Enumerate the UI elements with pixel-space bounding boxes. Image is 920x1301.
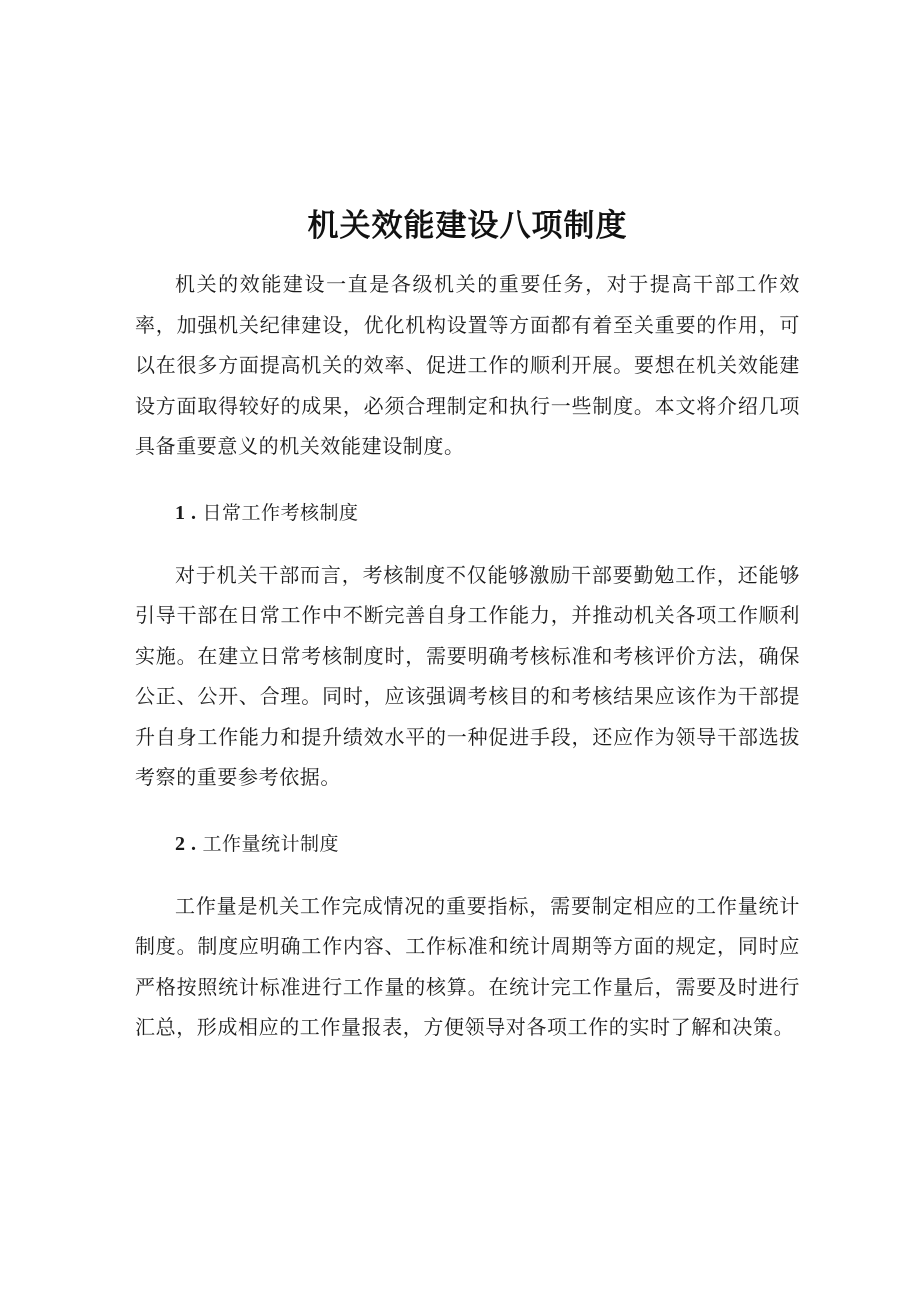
document-title: 机关效能建设八项制度 — [307, 208, 628, 244]
section-body-1: 对于机关干部而言，考核制度不仅能够激励干部要勤勉工作，还能够引导干部在日常工作中不断完善自身工作能力，并推动机关各项工作顺利实施。在建立日常考核制度时，需要明确考核标准和考核评价方法，确保公正、公开、合理。同时，应该强调考核目的和考核结果应该作为干部提升自身工作能力和提升绩效水平的一种促进手段，还应作为领导干部选拔考察的重要参考依据。 — [135, 562, 800, 789]
section-number-1: 1 . — [175, 501, 197, 524]
section-title-1: 日常工作考核制度 — [202, 501, 359, 524]
section-title-2: 工作量统计制度 — [202, 832, 340, 855]
section-number-2: 2 . — [175, 832, 197, 855]
document-page — [135, 200, 800, 1048]
section-heading-2 — [135, 830, 800, 857]
section-heading-1 — [135, 499, 800, 526]
section-body-2: 工作量是机关工作完成情况的重要指标，需要制定相应的工作量统计制度。制度应明确工作内容、工作标准和统计周期等方面的规定，同时应严格按照统计标准进行工作量的核算。在统计完工作量后，需要及时进行汇总，形成相应的工作量报表，方便领导对各项工作的实时了解和决策。 — [135, 893, 800, 1039]
intro-paragraph: 机关的效能建设一直是各级机关的重要任务，对于提高干部工作效率，加强机关纪律建设，优化机构设置等方面都有着至关重要的作用，可以在很多方面提高机关的效率、促进工作的顺利开展。要想在机关效能建设方面取得较好的成果，必须合理制定和执行一些制度。本文将介绍几项具备重要意义的机关效能建设制度。 — [135, 272, 800, 458]
